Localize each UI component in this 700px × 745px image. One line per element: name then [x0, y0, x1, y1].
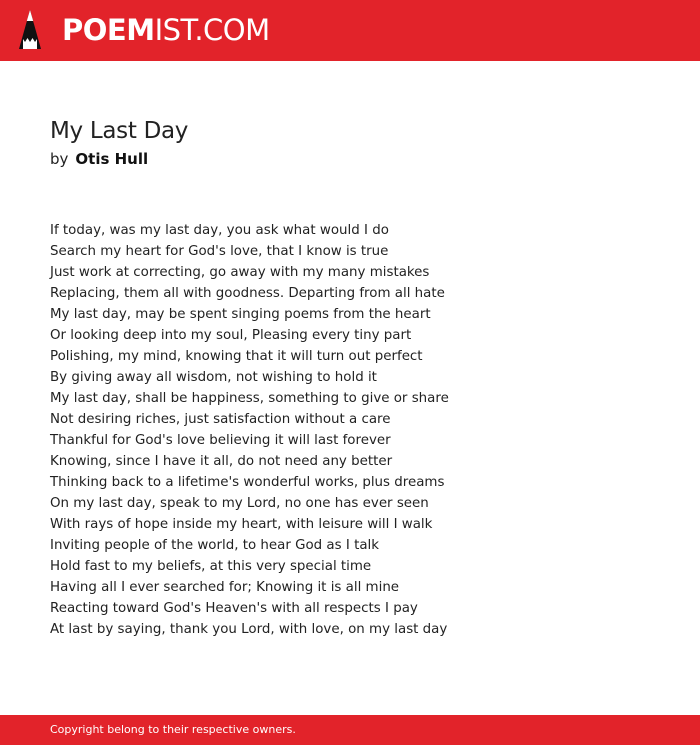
poem-line: At last by saying, thank you Lord, with love, on my last day [50, 622, 448, 637]
poem-line: Polishing, my mind, knowing that it will turn out perfect [50, 349, 423, 364]
logo-text-light: IST.COM [154, 13, 270, 47]
poem-line: By giving away all wisdom, not wishing to hold it [50, 370, 377, 385]
poem-line: Inviting people of the world, to hear God as I talk [50, 538, 380, 553]
poem-line: My last day, may be spent singing poems from the heart [50, 307, 431, 322]
poem-line: Having all I ever searched for; Knowing it is all mine [50, 580, 400, 595]
by-label: by [50, 150, 69, 168]
poem-line: Knowing, since I have it all, do not need any better [50, 454, 393, 469]
poem-line: Or looking deep into my soul, Pleasing every tiny part [50, 328, 412, 343]
poem-title: My Last Day [50, 118, 189, 144]
poem-line: If today, was my last day, you ask what would I do [50, 223, 389, 238]
pencil-icon [18, 9, 42, 51]
site-footer [0, 715, 700, 745]
poem-line: Replacing, them all with goodness. Departing from all hate [50, 286, 445, 301]
poem-line: With rays of hope inside my heart, with leisure will I walk [50, 517, 433, 532]
poem-line: On my last day, speak to my Lord, no one has ever seen [50, 496, 429, 511]
poem-line: Thinking back to a lifetime's wonderful works, plus dreams [50, 475, 445, 490]
poem-line: My last day, shall be happiness, something to give or share [50, 391, 449, 406]
author-link[interactable]: Otis Hull [75, 150, 149, 168]
poem-line: Reacting toward God's Heaven's with all respects I pay [50, 601, 418, 616]
poem-line: Search my heart for God's love, that I know is true [50, 244, 389, 259]
poem-content [50, 116, 670, 640]
logo-text-strong: POEM [62, 13, 155, 47]
site-logo-text [62, 8, 270, 52]
poem-line: Not desiring riches, just satisfaction without a care [50, 412, 391, 427]
byline [50, 148, 670, 170]
copyright-text: Copyright belong to their respective owners. [50, 723, 296, 736]
poem-line: Thankful for God's love believing it will last forever [50, 433, 391, 448]
site-header [0, 0, 700, 61]
poem-body [50, 220, 670, 640]
poem-line: Hold fast to my beliefs, at this very special time [50, 559, 372, 574]
poem-line: Just work at correcting, go away with my many mistakes [50, 265, 430, 280]
site-logo-link[interactable] [18, 8, 270, 52]
